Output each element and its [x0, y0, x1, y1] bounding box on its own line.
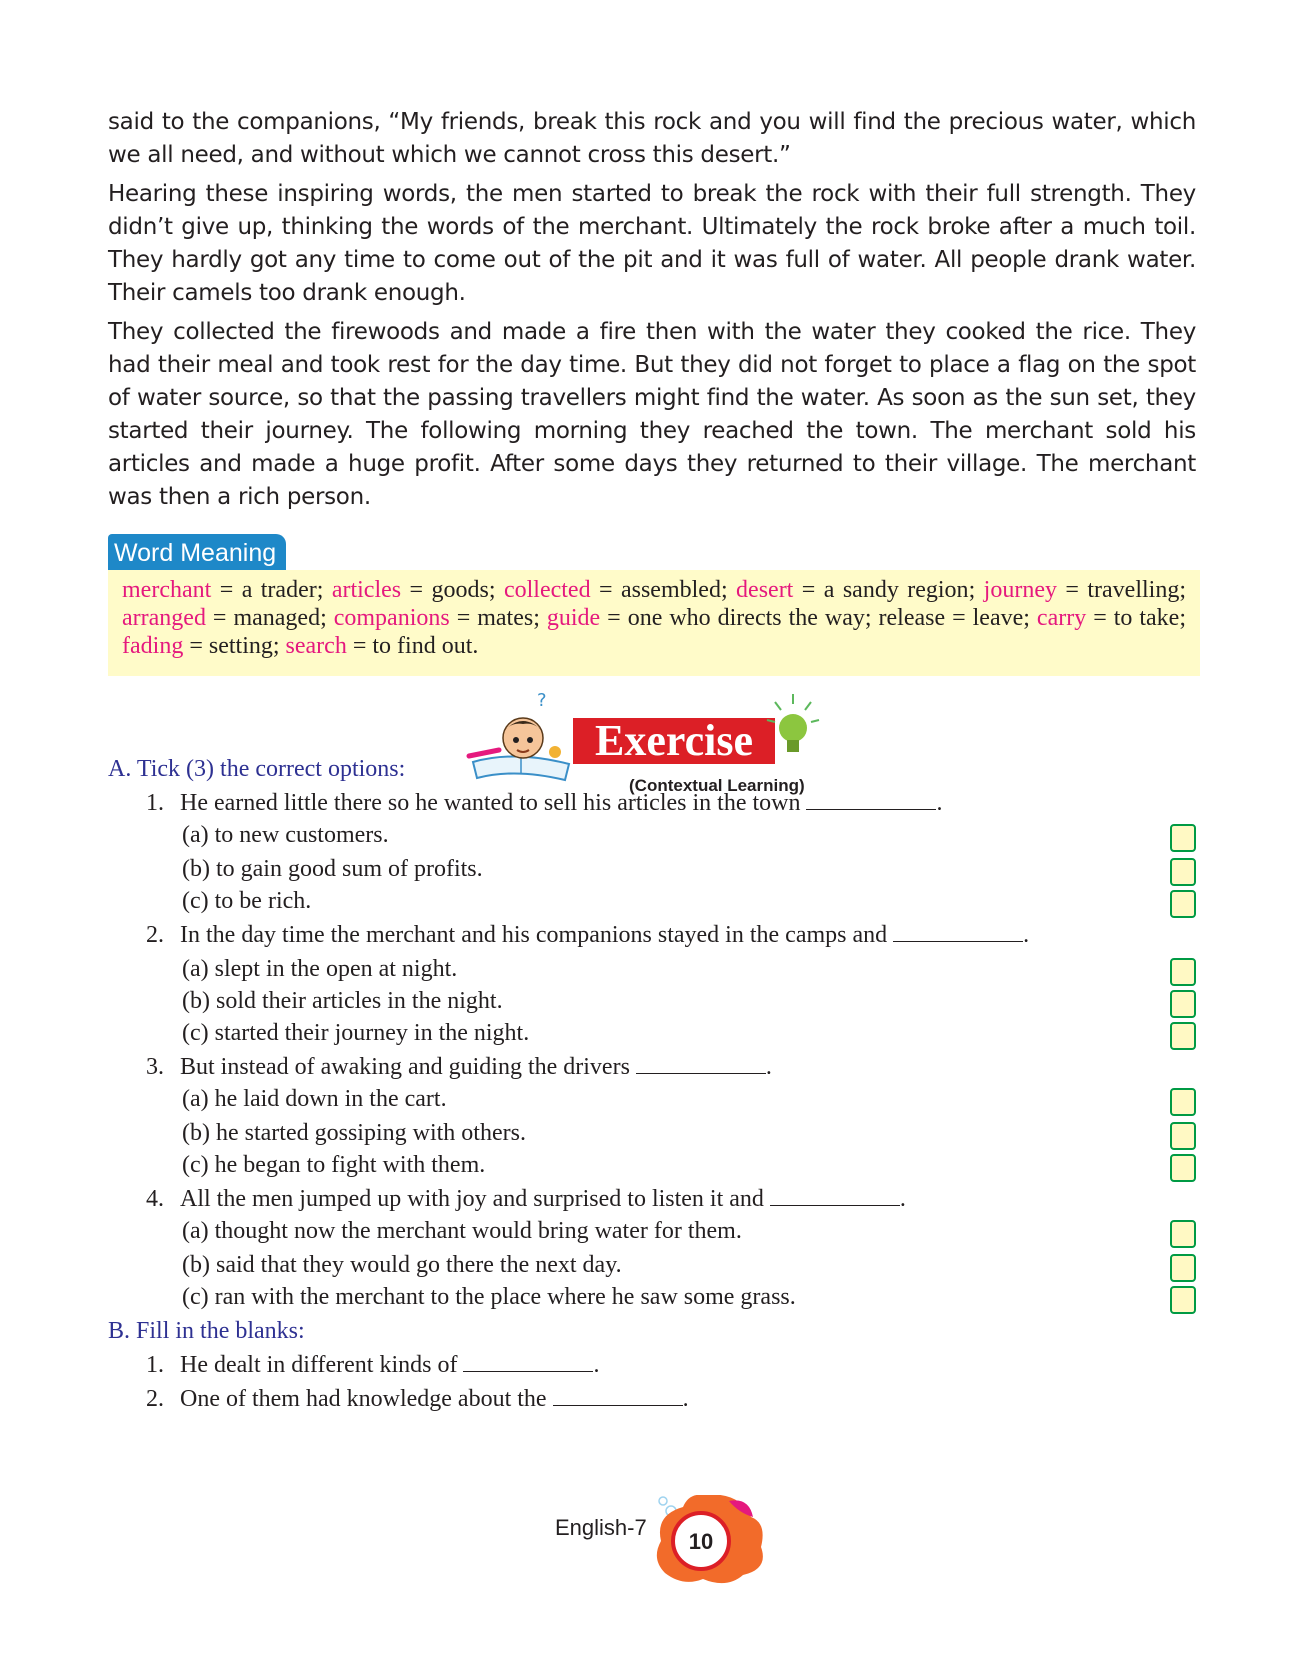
wm-meaning: mates: [477, 605, 534, 631]
answer-blank[interactable]: [553, 1385, 683, 1406]
answer-blank[interactable]: [463, 1351, 593, 1372]
option-checkbox[interactable]: [1170, 1088, 1196, 1116]
wm-meaning: a trader: [241, 577, 317, 603]
page-number: 10: [688, 1529, 714, 1554]
wm-term: articles: [331, 577, 402, 603]
wm-meaning: to find out: [372, 633, 473, 659]
option-checkbox[interactable]: [1170, 1022, 1196, 1050]
svg-text:?: ?: [537, 692, 547, 711]
wm-term: release: [878, 605, 946, 631]
word-meaning-box: merchant = a trader; articles = goods; collected = assembled; desert = a sandy region; journey = travelling; arranged = managed; companions = mates; guide = one who directs the way; release = leave; carry = to take; fading = setting; search = to find out.: [108, 570, 1200, 676]
option-checkbox[interactable]: [1170, 824, 1196, 852]
option-checkbox[interactable]: [1170, 1220, 1196, 1248]
option: (c) started their journey in the night.: [182, 1020, 530, 1046]
wm-meaning: managed: [233, 605, 321, 631]
wm-meaning: travelling: [1087, 577, 1180, 603]
story-paragraph: said to the companions, “My friends, break this rock and you will find the precious water, which we all need, and without which we cannot cross this desert.”: [108, 109, 1196, 168]
section-a-heading: A. Tick (3) the correct options:: [108, 756, 406, 782]
wm-meaning: leave: [972, 605, 1024, 631]
page-number-badge: [643, 1495, 783, 1585]
word-meaning-title: Word Meaning: [108, 534, 286, 572]
wm-term: search: [285, 633, 347, 659]
exercise-logo: [465, 692, 835, 795]
answer-blank[interactable]: [636, 1053, 766, 1074]
story-text: [108, 106, 1196, 520]
option-checkbox[interactable]: [1170, 858, 1196, 886]
option: (a) to new customers.: [182, 822, 389, 848]
wm-meaning: to take: [1113, 605, 1180, 631]
page-footer: [555, 1495, 815, 1585]
option: (b) to gain good sum of profits.: [182, 856, 483, 882]
option: (a) he laid down in the cart.: [182, 1086, 447, 1112]
option: (a) slept in the open at night.: [182, 956, 458, 982]
answer-blank[interactable]: [893, 921, 1023, 942]
light-bulb-icon: [765, 692, 825, 762]
option: (c) ran with the merchant to the place where he saw some grass.: [182, 1284, 796, 1310]
fill-question-2: 2. One of them had knowledge about the .: [146, 1386, 689, 1412]
answer-blank[interactable]: [806, 789, 936, 810]
book-label: English-7: [555, 1515, 647, 1540]
option-checkbox[interactable]: [1170, 1154, 1196, 1182]
exercise-subtitle: (Contextual Learning): [629, 776, 805, 795]
option: (b) said that they would go there the next day.: [182, 1252, 622, 1278]
option-checkbox[interactable]: [1170, 990, 1196, 1018]
exercise-title: Exercise: [573, 718, 775, 764]
wm-term: carry: [1036, 605, 1087, 631]
boy-reading-icon: [465, 692, 575, 782]
wm-term: companions: [333, 605, 450, 631]
answer-blank[interactable]: [770, 1185, 900, 1206]
wm-term: arranged: [122, 605, 206, 631]
option: (b) sold their articles in the night.: [182, 988, 503, 1014]
option-checkbox[interactable]: [1170, 1122, 1196, 1150]
wm-term: fading: [122, 633, 184, 659]
wm-meaning: one who directs the way: [627, 605, 865, 631]
wm-term: desert: [736, 577, 794, 603]
wm-meaning: a sandy region: [823, 577, 969, 603]
option: (a) thought now the merchant would bring water for them.: [182, 1218, 742, 1244]
story-paragraph: Hearing these inspiring words, the men started to break the rock with their full strength. They didn’t give up, thinking the words of the merchant. Ultimately the rock broke after a much toil. They hardly got any time to come out of the pit and it was full of water. All people drank water. Their camels too drank enough.: [108, 181, 1196, 306]
section-b-heading: B. Fill in the blanks:: [108, 1318, 305, 1344]
question-4: 4. All the men jumped up with joy and surprised to listen it and .: [146, 1186, 906, 1212]
option-checkbox[interactable]: [1170, 1286, 1196, 1314]
wm-term: merchant: [122, 577, 212, 603]
option: (b) he started gossiping with others.: [182, 1120, 526, 1146]
option: (c) he began to fight with them.: [182, 1152, 486, 1178]
wm-meaning: goods: [431, 577, 489, 603]
option: (c) to be rich.: [182, 888, 312, 914]
wm-term: guide: [546, 605, 601, 631]
option-checkbox[interactable]: [1170, 1254, 1196, 1282]
question-3: 3. But instead of awaking and guiding the drivers .: [146, 1054, 772, 1080]
option-checkbox[interactable]: [1170, 890, 1196, 918]
story-paragraph: They collected the firewoods and made a fire then with the water they cooked the rice. They had their meal and took rest for the day time. But they did not forget to place a flag on the spot of water source, so that the passing travellers might find the water. As soon as the sun set, they started their journey. The following morning they reached the town. The merchant sold his articles and made a huge profit. After some days they returned to their village. The merchant was then a rich person.: [108, 319, 1196, 510]
question-1: 1. He earned little there so he wanted to sell his articles in the town .: [146, 790, 943, 816]
question-2: 2. In the day time the merchant and his companions stayed in the camps and .: [146, 922, 1030, 948]
wm-term: collected: [503, 577, 591, 603]
wm-term: journey: [983, 577, 1057, 603]
fill-question-1: 1. He dealt in different kinds of .: [146, 1352, 600, 1378]
wm-meaning: assembled: [620, 577, 721, 603]
option-checkbox[interactable]: [1170, 958, 1196, 986]
wm-meaning: setting: [208, 633, 273, 659]
